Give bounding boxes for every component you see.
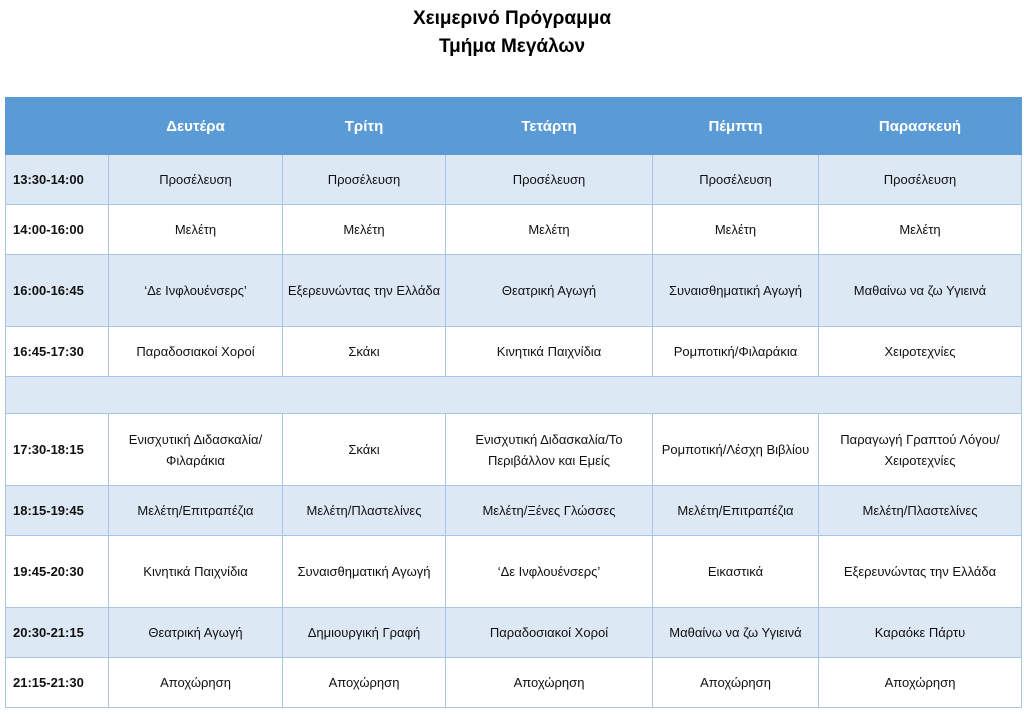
activity-cell: Αποχώρηση [653, 658, 819, 708]
activity-cell: Καραόκε Πάρτυ [819, 608, 1022, 658]
activity-cell: Προσέλευση [653, 155, 819, 205]
activity-cell: Παραγωγή Γραπτού Λόγου/Χειροτεχνίες [819, 414, 1022, 486]
break-cell [6, 377, 1022, 414]
activity-cell: Μελέτη/Πλαστελίνες [819, 486, 1022, 536]
activity-cell: Μελέτη [283, 205, 446, 255]
activity-cell: Προσέλευση [283, 155, 446, 205]
activity-cell: Μελέτη [446, 205, 653, 255]
activity-cell: Σκάκι [283, 414, 446, 486]
activity-cell: Ρομποτική/Λέσχη Βιβλίου [653, 414, 819, 486]
table-row [6, 658, 1022, 708]
time-slot: 19:45-20:30 [6, 536, 109, 608]
activity-cell: ‘Δε Ινφλουένσερς’ [446, 536, 653, 608]
activity-cell: Αποχώρηση [446, 658, 653, 708]
activity-cell: Παραδοσιακοί Χοροί [109, 327, 283, 377]
document-title [0, 5, 1024, 61]
time-slot: 14:00-16:00 [6, 205, 109, 255]
activity-cell: Μελέτη [819, 205, 1022, 255]
activity-cell: Κινητικά Παιχνίδια [446, 327, 653, 377]
title-line-1: Χειμερινό Πρόγραμμα [412, 8, 612, 29]
activity-cell: Παραδοσιακοί Χοροί [446, 608, 653, 658]
activity-cell: Αποχώρηση [283, 658, 446, 708]
activity-cell: Κινητικά Παιχνίδια [109, 536, 283, 608]
table-row [6, 155, 1022, 205]
activity-cell: Ενισχυτική Διδασκαλία/Φιλαράκια [109, 414, 283, 486]
activity-cell: Δημιουργική Γραφή [283, 608, 446, 658]
table-row [6, 327, 1022, 377]
schedule-table [5, 97, 1022, 708]
time-slot: 20:30-21:15 [6, 608, 109, 658]
activity-cell: Μελέτη/Ξένες Γλώσσες [446, 486, 653, 536]
table-row [6, 205, 1022, 255]
header-day: Δευτέρα [109, 98, 283, 155]
activity-cell: ‘Δε Ινφλουένσερς’ [109, 255, 283, 327]
activity-cell: Θεατρική Αγωγή [446, 255, 653, 327]
activity-cell: Μαθαίνω να ζω Υγιεινά [819, 255, 1022, 327]
activity-cell: Μελέτη/Επιτραπέζια [109, 486, 283, 536]
time-slot: 17:30-18:15 [6, 414, 109, 486]
table-row [6, 536, 1022, 608]
activity-cell: Χειροτεχνίες [819, 327, 1022, 377]
header-row [6, 98, 1022, 155]
table-row [6, 608, 1022, 658]
activity-cell: Ενισχυτική Διδασκαλία/Το Περιβάλλον και Εμείς [446, 414, 653, 486]
activity-cell: Μελέτη/Πλαστελίνες [283, 486, 446, 536]
activity-cell: Προσέλευση [446, 155, 653, 205]
activity-cell: Θεατρική Αγωγή [109, 608, 283, 658]
activity-cell: Μαθαίνω να ζω Υγιεινά [653, 608, 819, 658]
time-slot: 16:00-16:45 [6, 255, 109, 327]
activity-cell: Συναισθηματική Αγωγή [283, 536, 446, 608]
time-slot: 21:15-21:30 [6, 658, 109, 708]
table-row [6, 255, 1022, 327]
time-slot: 13:30-14:00 [6, 155, 109, 205]
header-day: Τετάρτη [446, 98, 653, 155]
break-row [6, 377, 1022, 414]
activity-cell: Σκάκι [283, 327, 446, 377]
activity-cell: Ρομποτική/Φιλαράκια [653, 327, 819, 377]
title-line-2: Τμήμα Μεγάλων [438, 36, 586, 57]
activity-cell: Προσέλευση [109, 155, 283, 205]
activity-cell: Μελέτη/Επιτραπέζια [653, 486, 819, 536]
time-slot: 18:15-19:45 [6, 486, 109, 536]
header-day: Τρίτη [283, 98, 446, 155]
table-row [6, 414, 1022, 486]
activity-cell: Αποχώρηση [819, 658, 1022, 708]
table-row [6, 486, 1022, 536]
header-day: Παρασκευή [819, 98, 1022, 155]
activity-cell: Εξερευνώντας την Ελλάδα [819, 536, 1022, 608]
header-corner [6, 98, 109, 155]
activity-cell: Προσέλευση [819, 155, 1022, 205]
activity-cell: Εξερευνώντας την Ελλάδα [283, 255, 446, 327]
time-slot: 16:45-17:30 [6, 327, 109, 377]
header-day: Πέμπτη [653, 98, 819, 155]
activity-cell: Μελέτη [653, 205, 819, 255]
activity-cell: Μελέτη [109, 205, 283, 255]
activity-cell: Συναισθηματική Αγωγή [653, 255, 819, 327]
activity-cell: Αποχώρηση [109, 658, 283, 708]
activity-cell: Εικαστικά [653, 536, 819, 608]
